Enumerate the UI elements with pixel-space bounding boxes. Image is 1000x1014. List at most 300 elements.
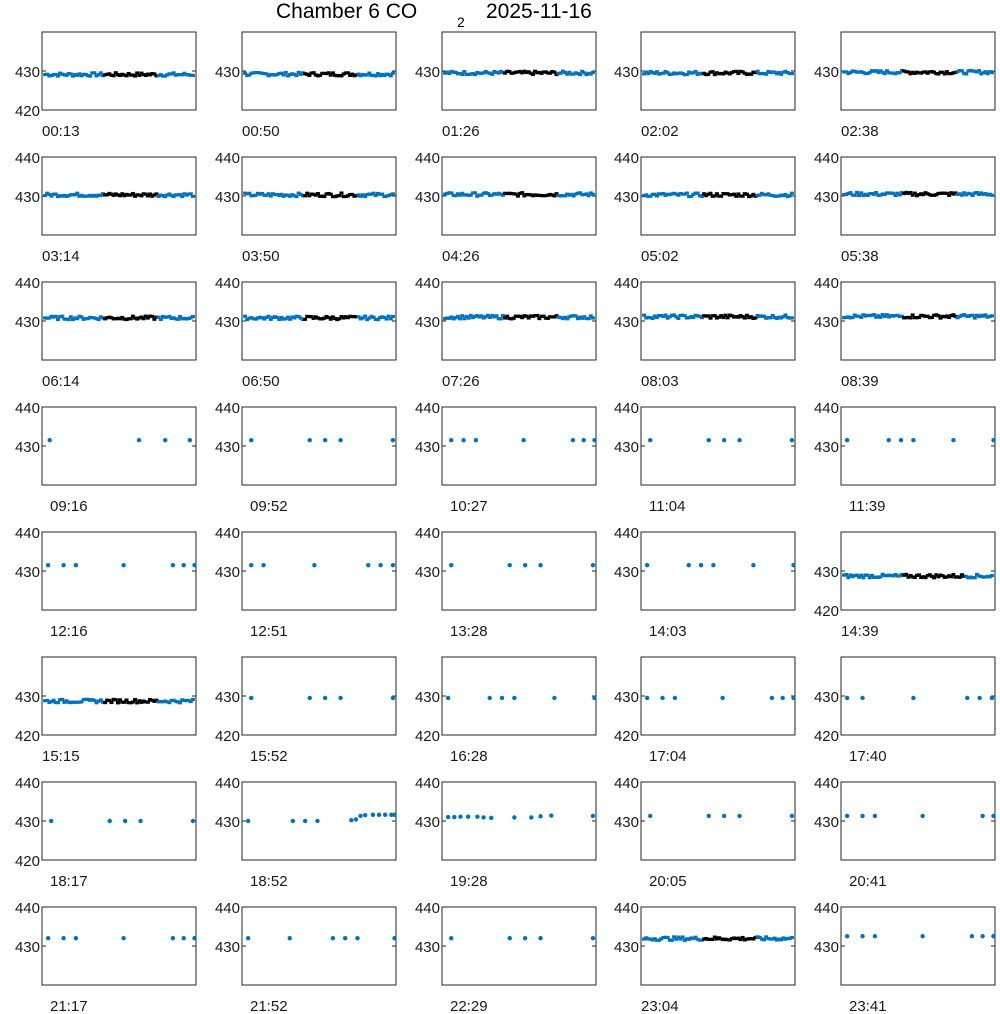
y-tick-label: 420	[813, 603, 839, 620]
subplot-1439	[814, 532, 995, 640]
data-point	[670, 939, 674, 942]
data-point	[790, 72, 794, 75]
data-point	[973, 576, 977, 579]
data-point	[473, 191, 477, 194]
y-tick-label: 440	[613, 275, 639, 292]
data-point	[571, 438, 575, 442]
data-point	[538, 936, 542, 940]
data-point	[762, 938, 766, 941]
data-point	[845, 814, 849, 818]
data-point	[137, 438, 141, 442]
data-point	[990, 314, 994, 317]
data-point	[391, 192, 395, 195]
y-tick-label: 440	[613, 150, 639, 167]
time-label: 05:02	[641, 248, 679, 265]
y-tick-label: 430	[613, 939, 639, 956]
data-point	[791, 696, 795, 700]
data-point	[964, 72, 968, 75]
axes-frame	[42, 657, 196, 735]
subplot-1403	[614, 525, 796, 640]
time-label: 05:38	[841, 248, 879, 265]
y-tick-label: 430	[14, 689, 40, 706]
data-point	[383, 813, 387, 817]
y-tick-label: 440	[14, 275, 40, 292]
axes-frame	[442, 657, 596, 735]
data-point	[159, 318, 163, 321]
axes-frame	[841, 657, 995, 735]
y-tick-label: 430	[14, 64, 40, 81]
time-label: 12:16	[50, 623, 88, 640]
data-point	[529, 815, 533, 819]
data-point	[249, 696, 253, 700]
data-point	[181, 936, 185, 940]
data-point	[288, 936, 292, 940]
data-point	[481, 815, 485, 819]
subplot-1628	[415, 657, 597, 765]
data-point	[549, 813, 553, 817]
subplot-0350	[215, 150, 396, 265]
subplot-1104	[614, 400, 795, 515]
subplot-0238	[814, 32, 995, 140]
fit-point	[114, 698, 118, 701]
data-point	[489, 816, 493, 820]
data-point	[392, 813, 396, 817]
data-point	[911, 438, 915, 442]
data-point	[308, 438, 312, 442]
data-point	[249, 438, 253, 442]
fit-point	[711, 70, 715, 73]
y-tick-label: 440	[414, 525, 440, 542]
data-point	[855, 191, 859, 194]
fit-point	[112, 74, 116, 77]
data-point	[737, 438, 741, 442]
y-tick-label: 440	[813, 400, 839, 417]
data-point	[449, 563, 453, 567]
data-point	[860, 814, 864, 818]
data-point	[951, 438, 955, 442]
data-point	[512, 815, 516, 819]
data-point	[887, 438, 891, 442]
data-point	[458, 815, 462, 819]
axes-frame	[841, 407, 995, 485]
time-label: 23:41	[849, 998, 887, 1014]
data-point	[685, 192, 689, 195]
y-tick-label: 440	[414, 400, 440, 417]
y-tick-label: 430	[613, 564, 639, 581]
axes-frame	[42, 532, 196, 610]
data-point	[377, 813, 381, 817]
y-tick-label: 430	[813, 564, 839, 581]
axes-frame	[42, 782, 196, 860]
data-point	[523, 563, 527, 567]
data-point	[592, 696, 596, 700]
data-point	[645, 696, 649, 700]
fit-point	[133, 698, 137, 701]
fit-point	[133, 74, 137, 77]
subplot-0803	[614, 275, 795, 390]
subplot-0726	[415, 275, 596, 390]
data-point	[261, 563, 265, 567]
y-tick-label: 440	[613, 525, 639, 542]
data-point	[449, 438, 453, 442]
data-point	[391, 563, 395, 567]
data-point	[977, 696, 981, 700]
data-point	[312, 563, 316, 567]
time-label: 06:14	[42, 373, 80, 390]
y-tick-label: 430	[214, 564, 240, 581]
y-tick-label: 440	[414, 275, 440, 292]
subplot-2304	[614, 900, 795, 1014]
y-tick-label: 440	[613, 400, 639, 417]
y-tick-label: 430	[214, 814, 240, 831]
data-point	[673, 696, 677, 700]
data-point	[790, 316, 794, 319]
subplot-0614	[15, 275, 196, 390]
data-point	[338, 696, 342, 700]
y-tick-label: 440	[14, 900, 40, 917]
data-point	[49, 819, 53, 823]
axes-frame	[42, 282, 196, 360]
y-tick-label: 440	[214, 525, 240, 542]
data-point	[392, 936, 396, 940]
y-tick-label: 430	[414, 939, 440, 956]
time-label: 19:28	[450, 873, 488, 890]
data-point	[446, 696, 450, 700]
data-point	[591, 814, 595, 818]
time-label: 21:17	[50, 998, 88, 1014]
subplot-0314	[15, 150, 196, 265]
data-point	[578, 73, 582, 76]
data-point	[192, 936, 196, 940]
data-point	[315, 819, 319, 823]
data-point	[181, 563, 185, 567]
data-point	[648, 438, 652, 442]
data-point	[163, 438, 167, 442]
data-point	[552, 696, 556, 700]
data-point	[495, 314, 499, 317]
y-tick-label: 430	[214, 64, 240, 81]
data-point	[591, 193, 595, 196]
y-tick-label: 440	[813, 275, 839, 292]
y-tick-label: 430	[414, 314, 440, 331]
axes-frame	[841, 282, 995, 360]
data-point	[61, 936, 65, 940]
data-point	[860, 934, 864, 938]
time-label: 21:52	[250, 998, 288, 1014]
data-point	[192, 563, 196, 567]
time-label: 09:52	[250, 498, 288, 515]
data-point	[790, 438, 794, 442]
y-tick-label: 430	[813, 689, 839, 706]
fit-point	[932, 576, 936, 579]
data-point	[171, 563, 175, 567]
y-tick-label: 440	[414, 150, 440, 167]
time-label: 03:50	[242, 248, 280, 265]
data-point	[845, 934, 849, 938]
data-point	[349, 818, 353, 822]
data-point	[355, 936, 359, 940]
time-label: 14:03	[649, 623, 687, 640]
subplot-0650	[215, 275, 396, 390]
data-point	[642, 314, 646, 317]
y-tick-label: 430	[14, 314, 40, 331]
data-point	[475, 815, 479, 819]
y-tick-label: 420	[14, 728, 40, 745]
data-point	[980, 814, 984, 818]
data-point	[123, 819, 127, 823]
data-point	[391, 696, 395, 700]
data-point	[452, 815, 456, 819]
data-point	[295, 195, 299, 198]
data-point	[295, 74, 299, 77]
subplot-0502	[614, 150, 795, 265]
time-label: 23:04	[641, 998, 679, 1014]
time-label: 17:04	[649, 748, 687, 765]
y-tick-label: 430	[414, 439, 440, 456]
time-label: 11:39	[849, 498, 886, 515]
time-label: 07:26	[442, 373, 480, 390]
y-tick-label: 440	[14, 400, 40, 417]
fit-point	[303, 318, 307, 321]
data-point	[687, 563, 691, 567]
y-tick-label: 440	[813, 775, 839, 792]
data-point	[75, 192, 79, 195]
data-point	[56, 701, 60, 704]
data-point	[990, 71, 994, 74]
data-point	[664, 313, 668, 316]
y-tick-label: 440	[813, 150, 839, 167]
subplot-2041	[814, 775, 996, 890]
subplot-0050	[215, 32, 396, 140]
data-point	[460, 73, 464, 76]
data-point	[780, 696, 784, 700]
data-point	[648, 814, 652, 818]
y-tick-label: 430	[414, 189, 440, 206]
data-point	[391, 72, 395, 75]
data-point	[354, 817, 358, 821]
data-point	[990, 574, 994, 577]
data-point	[861, 576, 865, 579]
y-tick-label: 430	[414, 814, 440, 831]
time-label: 10:27	[450, 498, 488, 515]
data-point	[523, 936, 527, 940]
y-tick-label: 430	[14, 564, 40, 581]
y-tick-label: 420	[813, 728, 839, 745]
data-point	[500, 696, 504, 700]
data-point	[990, 696, 994, 700]
data-point	[845, 438, 849, 442]
y-tick-label: 430	[14, 189, 40, 206]
data-point	[121, 563, 125, 567]
axes-frame	[841, 782, 995, 860]
data-point	[844, 573, 848, 576]
time-label: 12:51	[250, 623, 288, 640]
data-point	[191, 315, 195, 318]
data-point	[591, 563, 595, 567]
axes-frame	[242, 657, 396, 735]
axes-frame	[242, 32, 396, 110]
data-point	[722, 438, 726, 442]
y-tick-label: 440	[414, 775, 440, 792]
data-point	[191, 819, 195, 823]
data-point	[67, 318, 71, 321]
data-point	[899, 438, 903, 442]
data-point	[191, 698, 195, 701]
subplot-1328	[415, 525, 596, 640]
axes-frame	[641, 282, 795, 360]
data-point	[591, 316, 595, 319]
data-point	[363, 315, 367, 318]
time-label: 02:02	[641, 123, 679, 140]
axes-frame	[641, 907, 795, 985]
subplot-0426	[415, 150, 596, 265]
fit-point	[520, 191, 524, 194]
data-point	[56, 74, 60, 77]
time-label: 06:50	[242, 373, 280, 390]
data-point	[46, 563, 50, 567]
y-tick-label: 430	[214, 439, 240, 456]
fit-point	[531, 73, 535, 76]
time-label: 14:39	[841, 623, 879, 640]
subplot-1740	[814, 657, 995, 765]
data-point	[521, 438, 525, 442]
data-point	[512, 696, 516, 700]
data-point	[845, 696, 849, 700]
data-point	[178, 701, 182, 704]
y-tick-label: 430	[414, 689, 440, 706]
subplot-0538	[814, 150, 995, 265]
time-label: 04:26	[442, 248, 480, 265]
data-point	[977, 69, 981, 72]
fit-point	[535, 314, 539, 317]
data-point	[461, 438, 465, 442]
axes-frame	[442, 907, 596, 985]
data-point	[303, 819, 307, 823]
y-tick-label: 430	[813, 939, 839, 956]
data-point	[965, 696, 969, 700]
y-tick-label: 430	[613, 814, 639, 831]
data-point	[60, 315, 64, 318]
fit-point	[110, 701, 114, 704]
y-tick-label: 420	[214, 728, 240, 745]
axes-frame	[42, 907, 196, 985]
data-point	[121, 936, 125, 940]
data-point	[991, 934, 995, 938]
data-point	[449, 936, 453, 940]
subplot-1928	[415, 775, 596, 890]
y-tick-label: 430	[14, 814, 40, 831]
axes-frame	[641, 532, 795, 610]
y-tick-label: 430	[613, 689, 639, 706]
time-label: 20:05	[649, 873, 687, 890]
axes-frame	[242, 532, 396, 610]
axes-frame	[242, 282, 396, 360]
y-tick-label: 430	[813, 64, 839, 81]
data-point	[681, 935, 685, 938]
time-label: 02:38	[841, 123, 879, 140]
time-label: 20:41	[849, 873, 887, 890]
data-point	[591, 71, 595, 74]
time-label: 08:03	[641, 373, 679, 390]
data-point	[466, 815, 470, 819]
fit-point	[116, 701, 120, 704]
fit-point	[909, 316, 913, 319]
axes-frame	[242, 407, 396, 485]
data-point	[462, 70, 466, 73]
data-point	[699, 563, 703, 567]
data-point	[737, 814, 741, 818]
data-point	[970, 934, 974, 938]
time-label: 18:52	[250, 873, 288, 890]
data-point	[88, 74, 92, 77]
subplot-1704	[614, 657, 796, 765]
data-point	[60, 698, 64, 701]
fit-point	[709, 192, 713, 195]
y-tick-label: 440	[613, 775, 639, 792]
axes-frame	[442, 407, 596, 485]
data-point	[46, 936, 50, 940]
axes-frame	[841, 532, 995, 610]
time-label: 08:39	[841, 373, 879, 390]
axes-frame	[442, 782, 596, 860]
axes-frame	[442, 532, 596, 610]
y-tick-label: 430	[414, 564, 440, 581]
data-point	[920, 934, 924, 938]
fit-point	[904, 573, 908, 576]
data-point	[707, 438, 711, 442]
data-point	[474, 438, 478, 442]
data-point	[446, 815, 450, 819]
y-tick-label: 430	[613, 314, 639, 331]
data-point	[720, 696, 724, 700]
data-point	[770, 696, 774, 700]
subplot-1251	[215, 525, 396, 640]
data-point	[323, 696, 327, 700]
time-label: 16:28	[450, 748, 488, 765]
time-label: 15:15	[42, 748, 80, 765]
data-point	[991, 814, 995, 818]
data-point	[911, 696, 915, 700]
data-point	[883, 72, 887, 75]
axes-frame	[641, 407, 795, 485]
data-point	[366, 563, 370, 567]
data-point	[990, 194, 994, 197]
data-point	[92, 71, 96, 74]
subplot-0952	[215, 400, 396, 515]
title-subscript: 2	[457, 14, 465, 30]
data-point	[853, 194, 857, 197]
data-point	[291, 819, 295, 823]
title-date: 2025-11-16	[486, 0, 592, 23]
data-point	[391, 438, 395, 442]
subplot-0916	[15, 400, 196, 515]
data-point	[676, 317, 680, 320]
time-label: 00:13	[42, 123, 80, 140]
y-tick-label: 420	[613, 728, 639, 745]
y-tick-label: 440	[214, 775, 240, 792]
y-tick-label: 440	[613, 900, 639, 917]
subplot-1216	[15, 525, 197, 640]
axes-frame	[42, 407, 196, 485]
time-label: 15:52	[250, 748, 288, 765]
data-point	[751, 563, 755, 567]
time-label: 03:14	[42, 248, 80, 265]
y-tick-label: 440	[14, 525, 40, 542]
data-point	[358, 814, 362, 818]
time-label: 13:28	[450, 623, 488, 640]
data-point	[363, 813, 367, 817]
time-label: 09:16	[50, 498, 88, 515]
